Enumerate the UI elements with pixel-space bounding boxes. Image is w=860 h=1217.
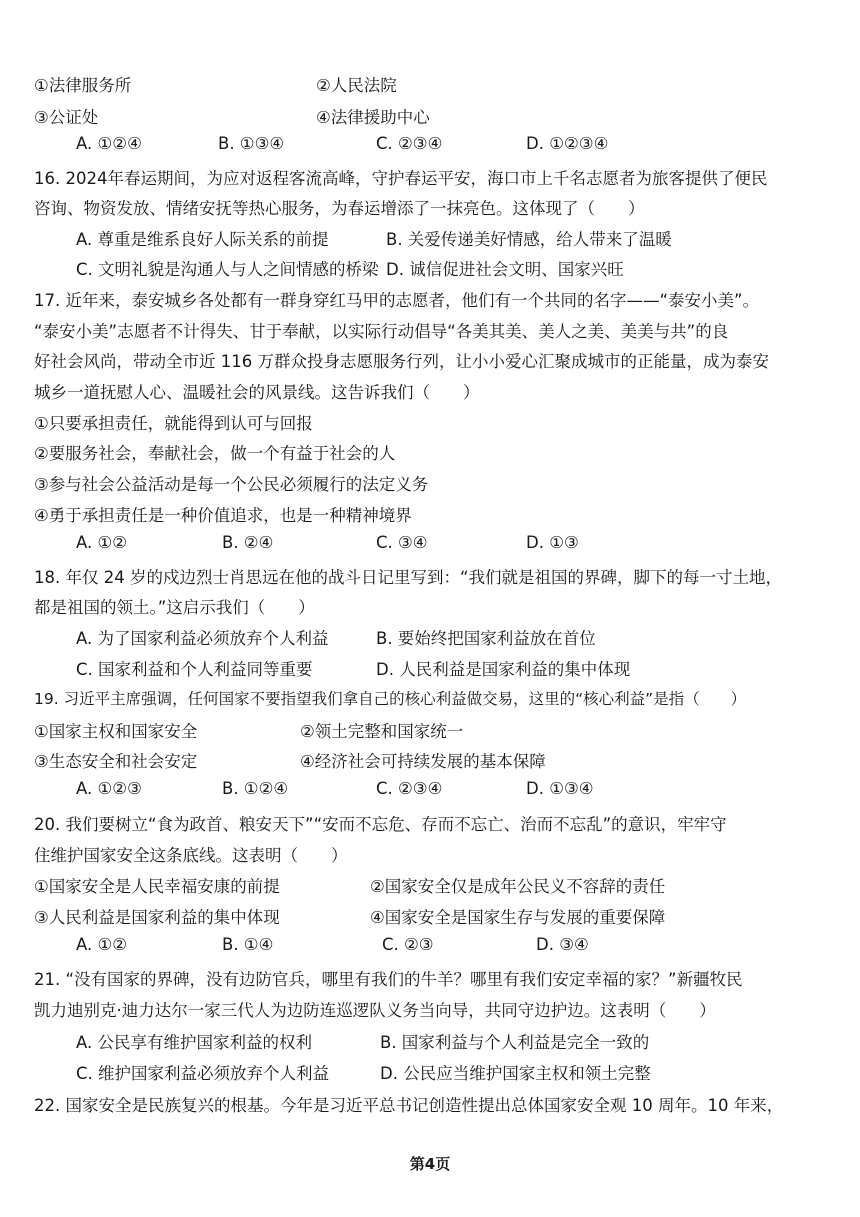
q19-option-a: A. ①②③ [76, 779, 142, 798]
q16-stem-line-2: 咨询、物资发放、情绪安抚等热心服务，为春运增添了一抹亮色。这体现了（ ） [34, 199, 645, 218]
q17-option-d: D. ①③ [526, 533, 579, 552]
q20-item-1: ①国家安全是人民幸福安康的前提 [34, 877, 280, 896]
q20-item-2: ②国家安全仅是成年公民义不容辞的责任 [370, 877, 666, 896]
q16-option-b: B. 关爱传递美好情感，给人带来了温暖 [386, 230, 672, 249]
q18-stem-line-1: 18. 年仅 24 岁的戍边烈士肖思远在他的战斗日记里写到：“我们就是祖国的界碑，脚下的每一寸土地， [34, 568, 783, 587]
q20-stem-line-1: 20. 我们要树立“食为政首、粮安天下”“安而不忘危、存而不忘亡、治而不忘乱”的意识，牢牢守 [34, 815, 727, 834]
q17-item-2: ②要服务社会，奉献社会，做一个有益于社会的人 [34, 444, 396, 463]
q16-option-d: D. 诚信促进社会文明、国家兴旺 [386, 260, 624, 279]
q15-option-d: D. ①②③④ [526, 134, 609, 153]
q21-option-d: D. 公民应当维护国家主权和领土完整 [380, 1064, 651, 1083]
q19-option-b: B. ①②④ [222, 779, 289, 798]
q17-stem-line-4: 城乡一道抚慰人心、温暖社会的风景线。这告诉我们（ ） [34, 383, 480, 402]
q21-option-a: A. 公民享有维护国家利益的权利 [76, 1033, 312, 1052]
q19-stem-line-1: 19. 习近平主席强调，任何国家不要指望我们拿自己的核心利益做交易，这里的“核心利益”是指（ ） [34, 690, 747, 708]
q15-option-c: C. ②③④ [376, 134, 443, 153]
q18-option-a: A. 为了国家利益必须放弃个人利益 [76, 629, 329, 648]
q20-item-3: ③人民利益是国家利益的集中体现 [34, 908, 280, 927]
q15-item-2: ②人民法院 [316, 76, 397, 95]
q15-item-4: ④法律援助中心 [316, 108, 430, 127]
q20-option-c: C. ②③ [382, 935, 434, 954]
q19-item-1: ①国家主权和国家安全 [34, 722, 198, 741]
q17-option-c: C. ③④ [376, 533, 428, 552]
page-number: 第4页 [409, 1155, 451, 1173]
q17-option-a: A. ①② [76, 533, 128, 552]
q19-item-3: ③生态安全和社会安定 [34, 752, 198, 771]
q16-option-a: A. 尊重是维系良好人际关系的前提 [76, 230, 329, 249]
q18-option-b: B. 要始终把国家利益放在首位 [376, 629, 596, 648]
q15-option-b: B. ①③④ [218, 134, 285, 153]
q18-stem-line-2: 都是祖国的领土。”这启示我们（ ） [34, 598, 315, 617]
q17-stem-line-3: 好社会风尚，带动全市近 116 万群众投身志愿服务行列，让小小爱心汇聚成城市的正能量，成为泰安 [34, 352, 769, 371]
q15-item-3: ③公证处 [34, 108, 99, 127]
q18-option-d: D. 人民利益是国家利益的集中体现 [376, 660, 631, 679]
q19-item-4: ④经济社会可持续发展的基本保障 [300, 752, 546, 771]
q20-option-b: B. ①④ [222, 935, 274, 954]
q20-option-d: D. ③④ [536, 935, 589, 954]
q17-item-4: ④勇于承担责任是一种价值追求，也是一种精神境界 [34, 506, 412, 525]
q15-item-1: ①法律服务所 [34, 76, 132, 95]
q20-item-4: ④国家安全是国家生存与发展的重要保障 [370, 908, 666, 927]
q19-item-2: ②领土完整和国家统一 [300, 722, 464, 741]
q19-option-d: D. ①③④ [526, 779, 594, 798]
q17-item-1: ①只要承担责任，就能得到认可与回报 [34, 414, 313, 433]
q15-option-a: A. ①②④ [76, 134, 142, 153]
q21-stem-line-2: 凯力迪别克·迪力达尔一家三代人为边防连巡逻队义务当向导，共同守边护边。这表明（ ） [34, 1001, 716, 1020]
q21-option-c: C. 维护国家利益必须放弃个人利益 [76, 1064, 330, 1083]
q16-option-c: C. 文明礼貌是沟通人与人之间情感的桥梁 [76, 260, 379, 279]
q17-option-b: B. ②④ [222, 533, 274, 552]
q17-stem-line-1: 17. 近年来，泰安城乡各处都有一群身穿红马甲的志愿者，他们有一个共同的名字——“泰安小美”。 [34, 291, 760, 310]
q22-stem-line-1: 22. 国家安全是民族复兴的根基。今年是习近平总书记创造性提出总体国家安全观 10 周年。10 年来， [34, 1096, 784, 1115]
q17-stem-line-2: “泰安小美”志愿者不计得失、甘于奉献，以实际行动倡导“各美其美、美人之美、美美与共”的良 [34, 322, 729, 341]
q17-item-3: ③参与社会公益活动是每一个公民必须履行的法定义务 [34, 475, 429, 494]
q21-stem-line-1: 21. “没有国家的界碑，没有边防官兵，哪里有我们的牛羊？哪里有我们安定幸福的家？”新疆牧民 [34, 970, 743, 989]
q20-stem-line-2: 住维护国家安全这条底线。这表明（ ） [34, 846, 348, 865]
q16-stem-line-1: 16. 2024年春运期间，为应对返程客流高峰，守护春运平安，海口市上千名志愿者为旅客提供了便民 [34, 169, 768, 188]
q21-option-b: B. 国家利益与个人利益是完全一致的 [380, 1033, 650, 1052]
q19-option-c: C. ②③④ [376, 779, 443, 798]
q18-option-c: C. 国家利益和个人利益同等重要 [76, 660, 313, 679]
q20-option-a: A. ①② [76, 935, 128, 954]
